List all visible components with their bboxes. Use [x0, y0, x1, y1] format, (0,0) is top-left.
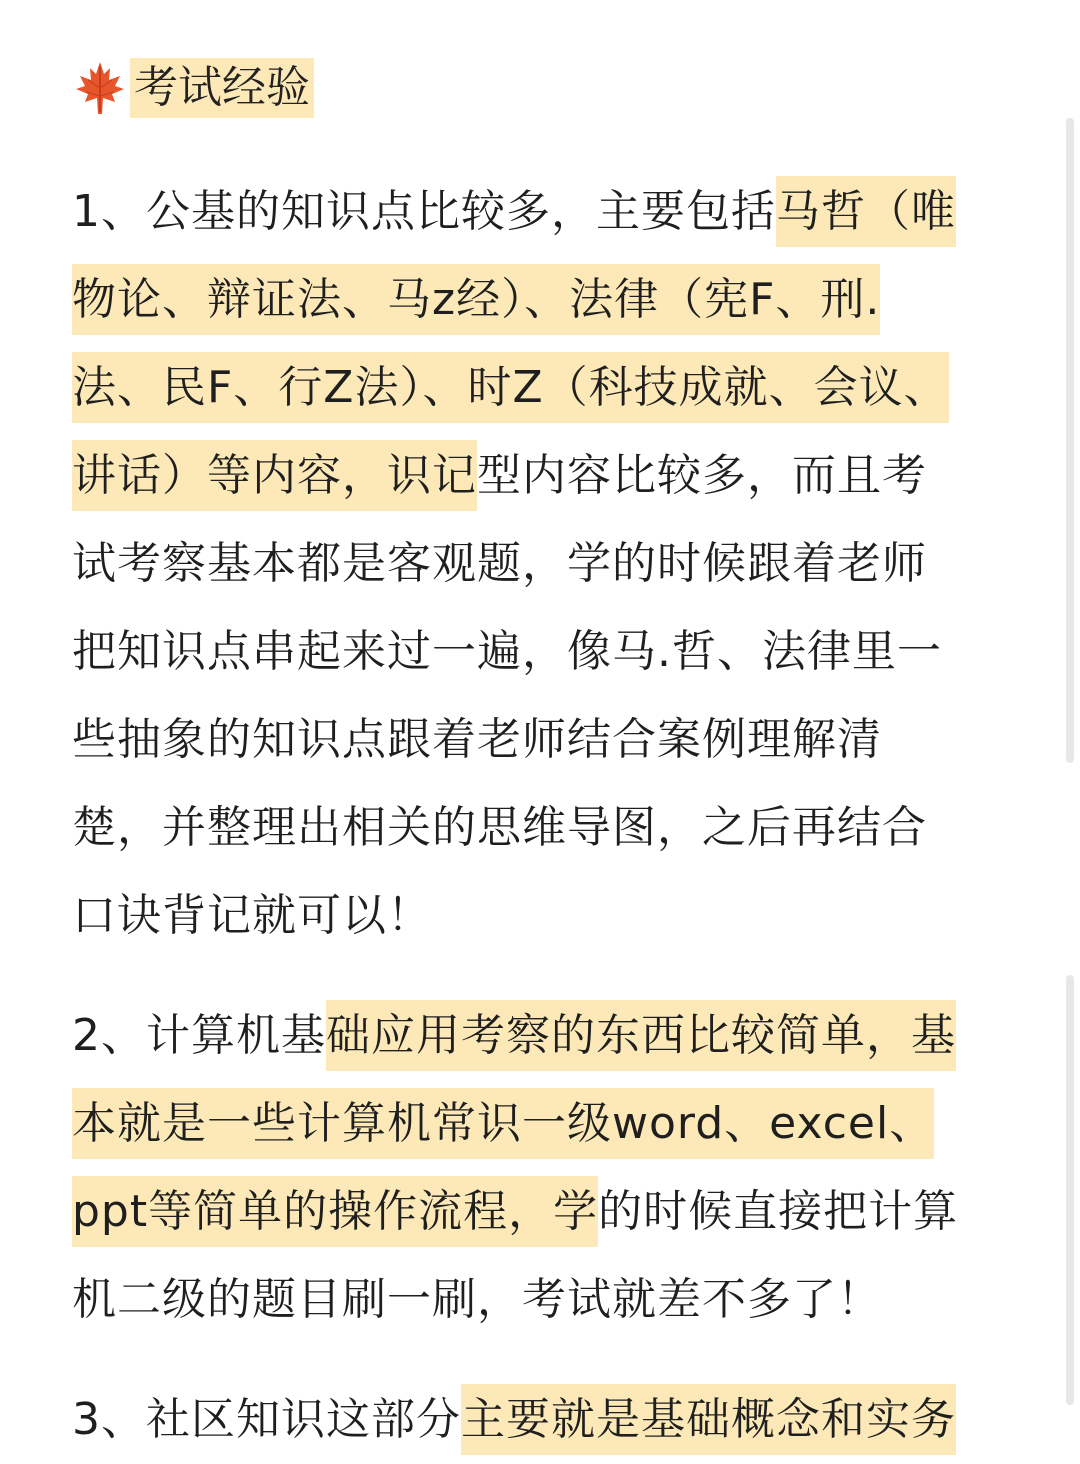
text-line [72, 992, 1012, 1080]
highlighted-text: 讲话）等内容，识记 [72, 440, 477, 511]
paragraph-2 [72, 992, 1012, 1344]
text-line: 把知识点串起来过一遍，像马.哲、法律里一 [72, 626, 942, 677]
text-line: 口诀背记就可以！ [72, 890, 432, 941]
line-text: 1、公基的知识点比较多，主要包括 [72, 186, 776, 237]
text-line: 试考察基本都是客观题，学的时候跟着老师 [72, 538, 927, 589]
highlighted-text: 马哲（唯 [776, 176, 956, 247]
highlighted-text: 法、民F、行Z法）、时Z（科技成就、会议、 [72, 352, 949, 423]
line-text: 2、计算机基 [72, 1010, 326, 1061]
text-line [72, 1168, 1012, 1256]
paragraph-1 [72, 168, 1012, 960]
text-line [72, 168, 1012, 256]
heading-title: 考试经验 [130, 58, 314, 118]
line-text: 3、社区知识这部分 [72, 1394, 461, 1445]
maple-leaf-icon [72, 58, 128, 118]
highlighted-text: 主要就是基础概念和实务 [461, 1384, 956, 1455]
line-text: 的时候直接把计算 [598, 1186, 959, 1237]
text-line [72, 1376, 1012, 1464]
text-line [72, 1080, 1012, 1168]
text-line [72, 344, 1012, 432]
text-line: 楚，并整理出相关的思维导图，之后再结合 [72, 802, 927, 853]
line-text: 型内容比较多，而且考 [477, 450, 927, 501]
scrollbar-track[interactable] [1066, 975, 1074, 1405]
paragraph-3 [72, 1376, 1012, 1464]
highlighted-text: ppt等简单的操作流程，学 [72, 1176, 598, 1247]
section-heading [72, 58, 314, 118]
highlighted-text: 础应用考察的东西比较简单，基 [326, 1000, 956, 1071]
highlighted-text: 本就是一些计算机常识一级word、excel、 [72, 1088, 934, 1159]
text-line [72, 256, 1012, 344]
text-line [72, 432, 1012, 520]
scrollbar-track[interactable] [1066, 118, 1074, 763]
highlighted-text: 物论、辩证法、马z经）、法律（宪F、刑. [72, 264, 880, 335]
text-line: 些抽象的知识点跟着老师结合案例理解清 [72, 714, 882, 765]
text-line: 机二级的题目刷一刷，考试就差不多了！ [72, 1274, 882, 1325]
